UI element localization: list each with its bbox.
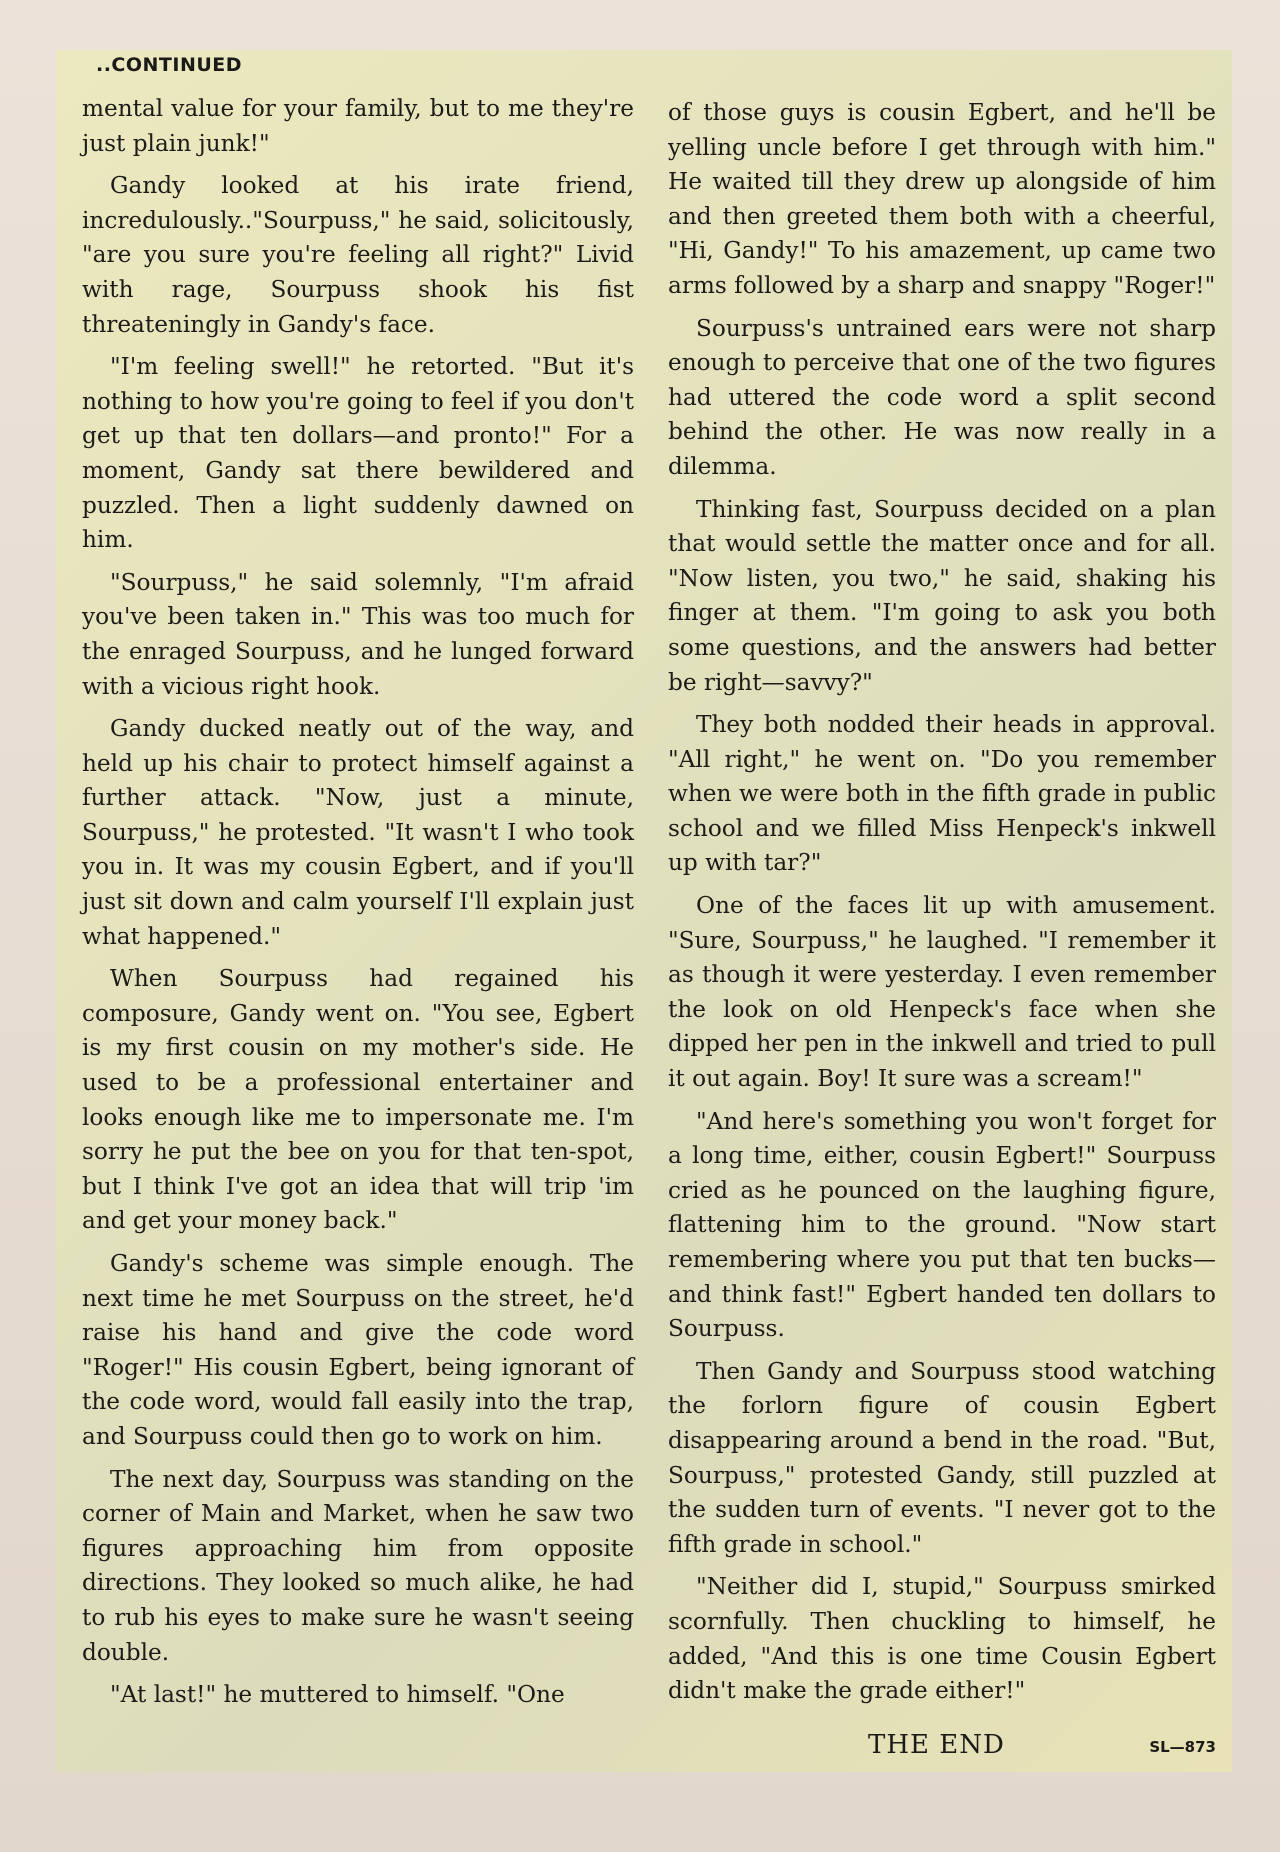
paragraph: mental value for your family, but to me they're just plain junk!" (82, 95, 634, 157)
paragraph: "And here's something you won't forget for a long time, either, cousin Egbert!" Sourpuss cried as he pounced on the laughing figure, flattening him to the ground. "Now start remembering where you put that ten bucks—and think fast!" Egbert handed ten dollars to Sourpuss. (668, 1107, 1216, 1343)
paragraph: "At last!" he muttered to himself. "One (110, 1681, 565, 1709)
the-end-label: THE END (868, 1730, 1005, 1760)
paragraph: Gandy ducked neatly out of the way, and held up his chair to protect himself against a further attack. "Now, just a minute, Sourpuss," he protested. "It wasn't I who took you in. It was my cousin Egbert, and if you'll just sit down and calm yourself I'll explain just what happened." (82, 715, 634, 950)
paragraph: Thinking fast, Sourpuss decided on a plan that would settle the matter once and for all. "Now listen, you two," he said, shaking his finger at them. "I'm going to ask you both some questions, and the answers had better be right—savvy?" (668, 495, 1216, 696)
left-column (82, 92, 634, 1721)
story-footer (668, 1730, 1216, 1766)
paragraph: They both nodded their heads in approval. "All right," he went on. "Do you remember when we were both in the fifth grade in public school and we filled Miss Henpeck's inkwell up with tar?" (668, 711, 1216, 877)
paragraph: "I'm feeling swell!" he retorted. "But it's nothing to how you're going to feel if you don't get up that ten dollars—and pronto!" For a moment, Gandy sat there bewildered and puzzled. Then a light suddenly dawned on him. (82, 353, 635, 554)
continued-header: ..CONTINUED (96, 54, 243, 76)
paragraph: When Sourpuss had regained his composure, Gandy went on. "You see, Egbert is my first cousin on my mother's side. He used to be a professional entertainer and looks enough like me to impersonate me. I'm sorry he put the bee on you for that ten-spot, but I think I've got an idea that will trip 'im and get your money back." (82, 965, 634, 1235)
paragraph: Then Gandy and Sourpuss stood watching the forlorn figure of cousin Egbert disappearing around a bend in the road. "But, Sourpuss," protested Gandy, still puzzled at the sudden turn of events. "I never got to the fifth grade in school." (668, 1357, 1216, 1558)
paragraph: Sourpuss's untrained ears were not sharp enough to perceive that one of the two figures had uttered the code word a split second behind the other. He was now really in a dilemma. (668, 314, 1216, 480)
paragraph: of those guys is cousin Egbert, and he'll be yelling uncle before I get through with him." He waited till they drew up alongside of him and then greeted them both with a cheerful, "Hi, Gandy!" To his amazement, up came two arms followed by a sharp and snappy "Roger!" (668, 99, 1216, 299)
paragraph: Gandy looked at his irate friend, incredulously.."Sourpuss," he said, solicitously, "are you sure you're feeling all right?" Livid with rage, Sourpuss shook his fist threateningly in Gandy's face. (82, 172, 634, 338)
right-column (668, 96, 1216, 1717)
paragraph: One of the faces lit up with amusement. "Sure, Sourpuss," he laughed. "I remember it as though it were yesterday. I even remember the look on old Henpeck's face when she dipped her pen in the inkwell and tried to pull it out again. Boy! It sure was a scream!" (668, 892, 1216, 1093)
paragraph: The next day, Sourpuss was standing on the corner of Main and Market, when he saw two figures approaching him from opposite directions. They looked so much alike, he had to rub his eyes to make sure he wasn't seeing double. (82, 1465, 634, 1666)
paragraph: "Neither did I, stupid," Sourpuss smirked scornfully. Then chuckling to himself, he added, "And this is one time Cousin Egbert didn't make the grade either!" (668, 1573, 1216, 1705)
paragraph: Gandy's scheme was simple enough. The next time he met Sourpuss on the street, he'd raise his hand and give the code word "Roger!" His cousin Egbert, being ignorant of the code word, would fall easily into the trap, and Sourpuss could then go to work on him. (82, 1250, 634, 1450)
paragraph: "Sourpuss," he said solemnly, "I'm afraid you've been taken in." This was too much for the enraged Sourpuss, and he lunged forward with a vicious right hook. (82, 568, 634, 700)
story-code: SL—873 (1149, 1738, 1216, 1756)
